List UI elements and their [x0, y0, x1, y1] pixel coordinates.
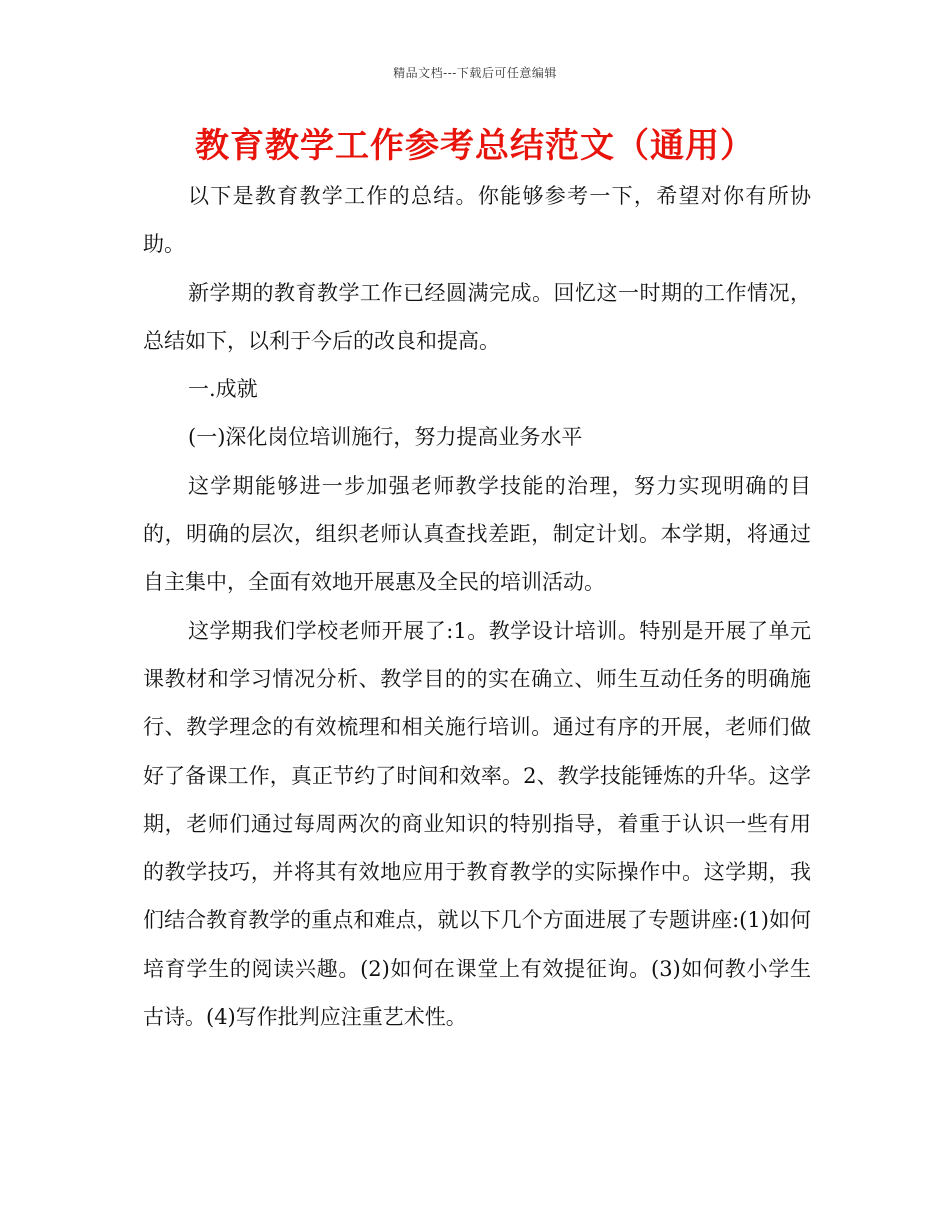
document-title: 教育教学工作参考总结范文（通用） — [195, 126, 755, 166]
paragraph-activities: 这学期我们学校老师开展了:1。教学设计培训。特别是开展了单元课教材和学习情况分析、教学目的的实在确立、师生互动任务的明确施行、教学理念的有效梳理和相关施行培训。通过有序的开展，老师们做好了备课工作，真正节约了时间和效率。2、教学技能锤炼的升华。这学期，老师们通过每周两次的商业知识的特别指导，着重于认识一些有用的教学技巧，并将其有效地应用于教育教学的实际操作中。这学期，我们结合教育教学的重点和难点，就以下几个方面进展了专题讲座:(1)如何培育学生的阅读兴趣。(2)如何在课堂上有效提征询。(3)如何教小学生古诗。(4)写作批判应注重艺术性。 — [143, 618, 811, 1030]
page-header: 精品文档---下载后可任意编辑 — [393, 66, 557, 80]
paragraph-intro: 以下是教育教学工作的总结。你能够参考一下，希望对你有所协助。 — [143, 184, 811, 257]
subsection-heading-training: (一)深化岗位培训施行，努力提高业务水平 — [188, 425, 583, 450]
paragraph-summary: 新学期的教育教学工作已经圆满完成。回忆这一时期的工作情况，总结如下，以利于今后的改良和提高。 — [143, 280, 811, 353]
document-body — [143, 172, 811, 1041]
paragraph-training: 这学期能够进一步加强老师教学技能的治理，努力实现明确的目的，明确的层次，组织老师认真查找差距，制定计划。本学期，将通过自主集中，全面有效地开展惠及全民的培训活动。 — [143, 473, 811, 595]
section-heading-achievements: 一.成就 — [188, 377, 258, 402]
